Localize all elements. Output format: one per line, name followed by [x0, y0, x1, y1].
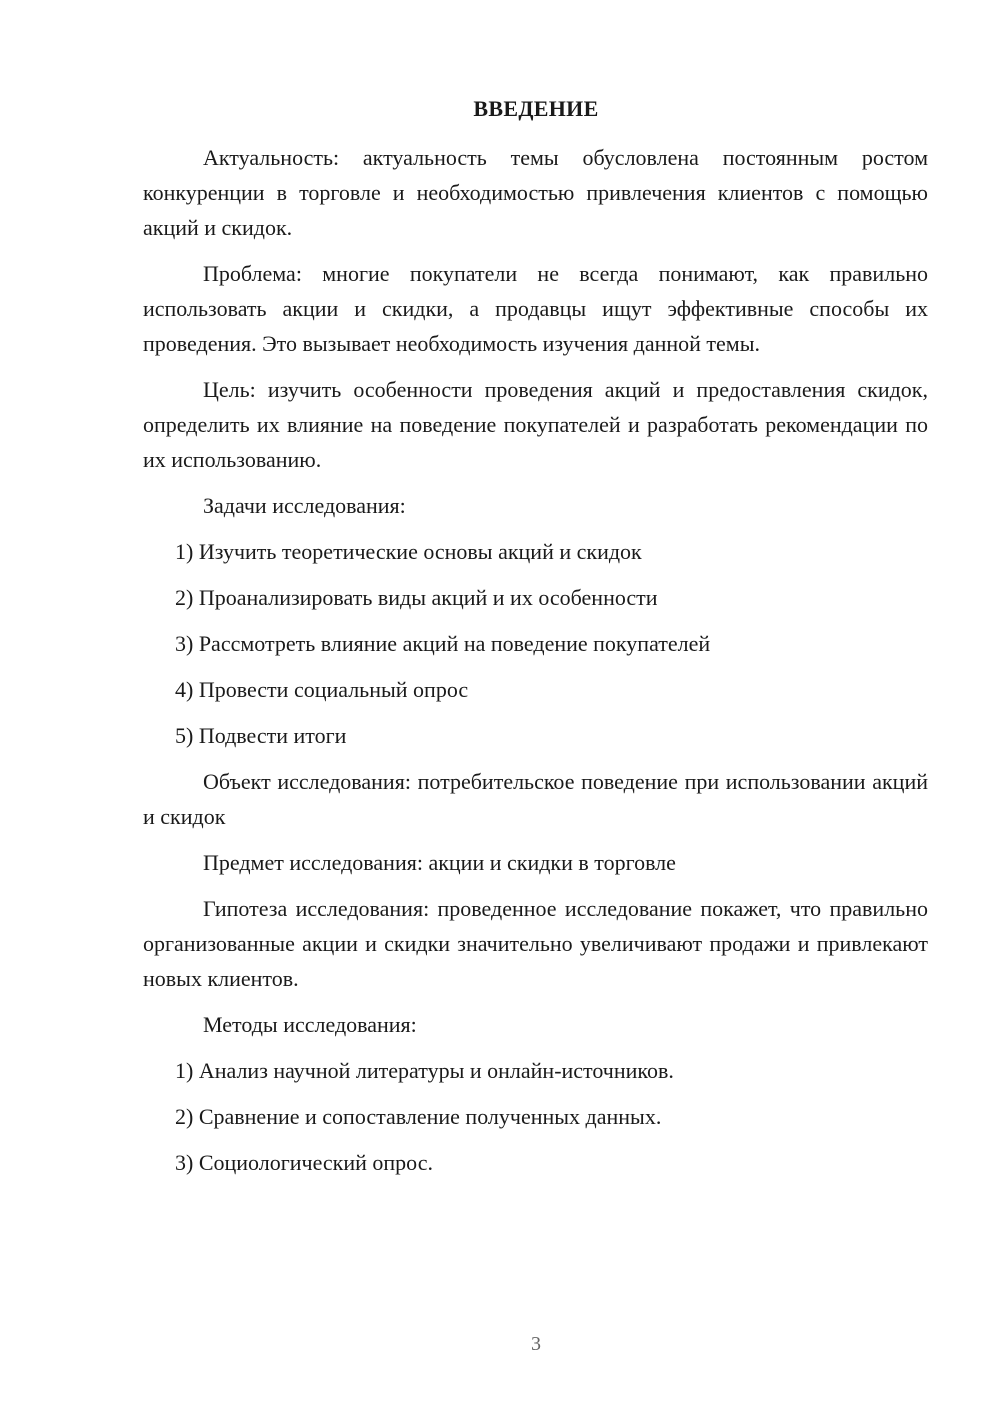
list-item: 2) Сравнение и сопоставление полученных данных.	[175, 1104, 662, 1129]
list-item: 3) Социологический опрос.	[175, 1150, 433, 1175]
list-item: 1) Анализ научной литературы и онлайн-источников.	[175, 1058, 674, 1083]
hypothesis-paragraph: Гипотеза исследования: проведенное исследование покажет, что правильно организованные акции и скидки значительно увеличивают продажи и привлекают новых клиентов.	[143, 896, 928, 991]
methods-list	[143, 1053, 928, 1180]
subject-paragraph: Предмет исследования: акции и скидки в торговле	[203, 850, 676, 875]
list-item: 4) Провести социальный опрос	[175, 677, 469, 702]
list-item: 1) Изучить теоретические основы акций и скидок	[175, 539, 642, 564]
tasks-heading: Задачи исследования:	[203, 493, 406, 518]
list-item: 3) Рассмотреть влияние акций на поведение покупателей	[175, 631, 711, 656]
goal-paragraph: Цель: изучить особенности проведения акций и предоставления скидок, определить их влияние на поведение покупателей и разработать рекомендации по их использованию.	[143, 377, 928, 472]
document-body	[143, 140, 928, 1191]
problem-paragraph: Проблема: многие покупатели не всегда понимают, как правильно использовать акции и скидки, а продавцы ищут эффективные способы их проведения. Это вызывает необходимость изучения данной темы.	[143, 261, 928, 356]
list-item: 5) Подвести итоги	[175, 723, 347, 748]
list-item: 2) Проанализировать виды акций и их особенности	[175, 585, 658, 610]
object-paragraph: Объект исследования: потребительское поведение при использовании акций и скидок	[143, 769, 928, 829]
tasks-list	[143, 534, 928, 753]
page-title: ВВЕДЕНИЕ	[473, 96, 599, 121]
page-number: 3	[531, 1333, 541, 1355]
relevance-paragraph: Актуальность: актуальность темы обусловлена постоянным ростом конкуренции в торговле и необходимостью привлечения клиентов с помощью акций и скидок.	[143, 145, 928, 240]
methods-heading: Методы исследования:	[203, 1012, 417, 1037]
